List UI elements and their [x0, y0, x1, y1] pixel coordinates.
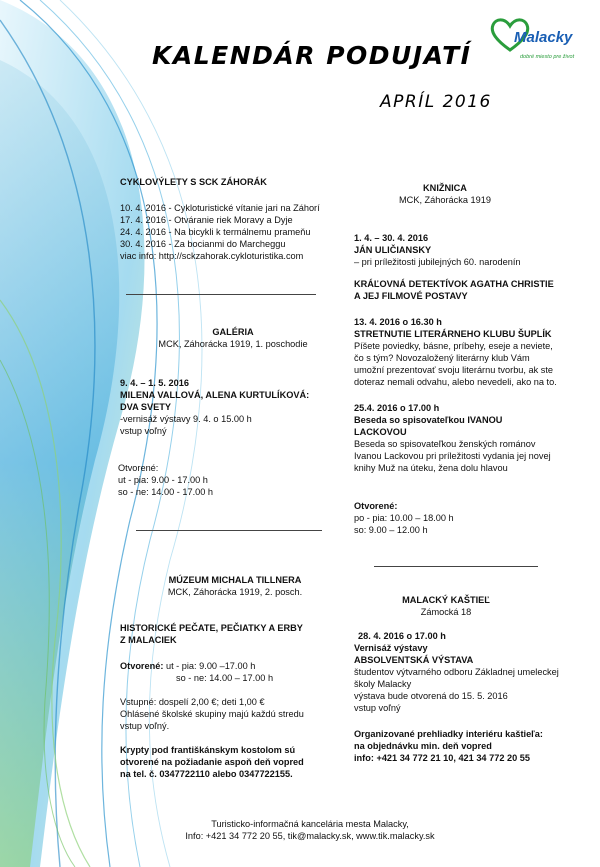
- event-title: Beseda so spisovateľkou IVANOU: [354, 415, 503, 425]
- footer-line: Turisticko-informačná kancelária mesta Malacky,: [211, 819, 409, 829]
- logo-tagline: dobré miesto pre život: [520, 54, 575, 60]
- cyklo-info: viac info: http://sckzahorak.cykloturistika.com: [120, 251, 304, 261]
- muzeum-heading: MÚZEUM MICHALA TILLNERA: [168, 575, 302, 585]
- divider: [126, 294, 316, 295]
- hours-line: so - ne: 14.00 – 17.00 h: [176, 673, 274, 683]
- muzeum-event: [120, 622, 354, 646]
- crypts-line: otvorené na požiadanie aspoň deň vopred: [120, 757, 304, 767]
- galeria-event: [120, 377, 350, 437]
- galeria-heading: GALÉRIA: [212, 327, 254, 337]
- kniznica-heading: KNIŽNICA: [423, 183, 467, 193]
- cyklo-heading: CYKLOVÝLETY S SCK ZÁHORÁK: [120, 177, 267, 187]
- event-date: 28. 4. 2016 o 17.00 h: [358, 631, 446, 641]
- crypts-line: na tel. č. 0347722110 alebo 0347722155.: [120, 769, 293, 779]
- event-desc: čo s tým? Novozaložený literárny klub Vám: [354, 353, 530, 363]
- logo-name: Malacky: [514, 29, 573, 46]
- muzeum-hours: [120, 660, 354, 684]
- hours-line: so - ne: 14.00 - 17.00 h: [118, 487, 214, 497]
- tours-line: na objednávku min. deň vopred: [354, 741, 492, 751]
- event-desc: školy Malacky: [354, 679, 412, 689]
- muzeum-crypts: [120, 744, 354, 780]
- cyklo-item: 24. 4. 2016 - Na bicykli k termálnemu prameňu: [120, 227, 311, 237]
- event-date: 25.4. 2016 o 17.00 h: [354, 403, 440, 413]
- cyklo-section: [120, 176, 350, 262]
- kastiel-address: Zámocká 18: [420, 607, 472, 617]
- event-entry: vstup voľný: [120, 426, 167, 436]
- cyklo-item: 10. 4. 2016 - Cykloturistické vítanie jari na Záhorí: [120, 203, 320, 213]
- event-title: STRETNUTIE LITERÁRNEHO KLUBU ŠUPLÍK: [354, 329, 552, 339]
- event-desc: Píšete poviedky, básne, príbehy, eseje a neviete,: [354, 341, 553, 351]
- kniznica-event-3: [354, 316, 599, 388]
- kniznica-event-2: [354, 278, 594, 302]
- event-date: 1. 4. – 30. 4. 2016: [354, 233, 429, 243]
- tours-line: info: +421 34 772 21 10, 421 34 772 20 55: [354, 753, 530, 763]
- event-title: JÁN ULIČIANSKY: [354, 245, 432, 255]
- event-desc: Ivanou Lackovou pri príležitosti vydania jej novej: [354, 451, 551, 461]
- event-title: MILENA VALLOVÁ, ALENA KURTULÍKOVÁ:: [120, 390, 310, 400]
- school-groups: Ohlásené školské skupiny majú každú stredu: [120, 709, 304, 719]
- crypts-line: Krypty pod františkánskym kostolom sú: [120, 745, 296, 755]
- page-title: KALENDÁR PODUJATÍ: [152, 41, 472, 70]
- kniznica-hours: [354, 500, 594, 536]
- hours-line: ut - pia: 9.00 –17.00 h: [163, 661, 256, 671]
- cyklo-item: 17. 4. 2016 - Otváranie riek Moravy a Dyje: [120, 215, 293, 225]
- event-title: HISTORICKÉ PEČATE, PEČIATKY A ERBY: [120, 623, 303, 633]
- event-desc: výstava bude otvorená do 15. 5. 2016: [354, 691, 508, 701]
- hours-label: Otvorené:: [354, 501, 398, 511]
- kniznica-event-1: [354, 232, 594, 268]
- event-desc: knihy Muž na úteku, žena dolu hlavou: [354, 463, 508, 473]
- kniznica-event-4: [354, 402, 599, 474]
- event-date: 9. 4. – 1. 5. 2016: [120, 378, 189, 388]
- event-title: ABSOLVENTSKÁ VÝSTAVA: [354, 655, 474, 665]
- event-title: LACKOVOU: [354, 427, 407, 437]
- cyklo-item: 30. 4. 2016 - Za bocianmi do Marcheggu: [120, 239, 286, 249]
- malacky-logo: [488, 18, 588, 76]
- footer-contact[interactable]: Info: +421 34 772 20 55, tik@malacky.sk, www.tik.malacky.sk: [185, 831, 435, 841]
- admission-price: Vstupné: dospelí 2,00 €; deti 1,00 €: [120, 697, 265, 707]
- event-entry: vstup voľný: [354, 703, 401, 713]
- event-title: Z MALACIEK: [120, 635, 177, 645]
- divider: [374, 566, 538, 567]
- hours-label: Otvorené:: [120, 661, 164, 671]
- kniznica-address: MCK, Záhorácka 1919: [399, 195, 491, 205]
- hours-line: so: 9.00 – 12.00 h: [354, 525, 428, 535]
- kastiel-heading: MALACKÝ KAŠTIEĽ: [402, 595, 490, 605]
- event-date: 13. 4. 2016 o 16.30 h: [354, 317, 442, 327]
- event-title: KRÁĽOVNÁ DETEKTÍVOK AGATHA CHRISTIE: [354, 279, 554, 289]
- kastiel-event: [354, 630, 594, 714]
- divider: [136, 530, 322, 531]
- tours-line: Organizované prehliadky interiéru kaštieľa:: [354, 729, 543, 739]
- event-desc: doteraz nemali odvahu, alebo nevedeli, ako na to.: [354, 377, 557, 387]
- event-desc: Beseda so spisovateľkou ženských románov: [354, 439, 536, 449]
- muzeum-admission: [120, 696, 354, 732]
- galeria-hours: [118, 462, 348, 498]
- event-desc: študentov výtvarného odboru Základnej umeleckej: [354, 667, 559, 677]
- event-desc: – pri príležitosti jubilejných 60. narodenín: [354, 257, 521, 267]
- hours-line: po - pia: 10.00 – 18.00 h: [354, 513, 454, 523]
- hours-line: ut - pia: 9.00 - 17.00 h: [118, 475, 208, 485]
- kastiel-tours: [354, 728, 594, 764]
- event-vernisaz: -vernisáž výstavy 9. 4. o 15.00 h: [120, 414, 252, 424]
- event-vernisaz: Vernisáž výstavy: [354, 643, 428, 653]
- footer: [150, 818, 470, 842]
- event-title: DVA SVETY: [120, 402, 172, 412]
- muzeum-address: MCK, Záhorácka 1919, 2. posch.: [167, 587, 303, 597]
- galeria-address: MCK, Záhorácka 1919, 1. poschodie: [158, 339, 308, 349]
- event-title: A JEJ FILMOVÉ POSTAVY: [354, 291, 468, 301]
- page-subtitle: APRÍL 2016: [380, 92, 492, 112]
- school-groups: vstup voľný.: [120, 721, 170, 731]
- event-desc: umožní prezentovať svoju literárnu tvorbu, ak ste: [354, 365, 554, 375]
- hours-label: Otvorené:: [118, 463, 159, 473]
